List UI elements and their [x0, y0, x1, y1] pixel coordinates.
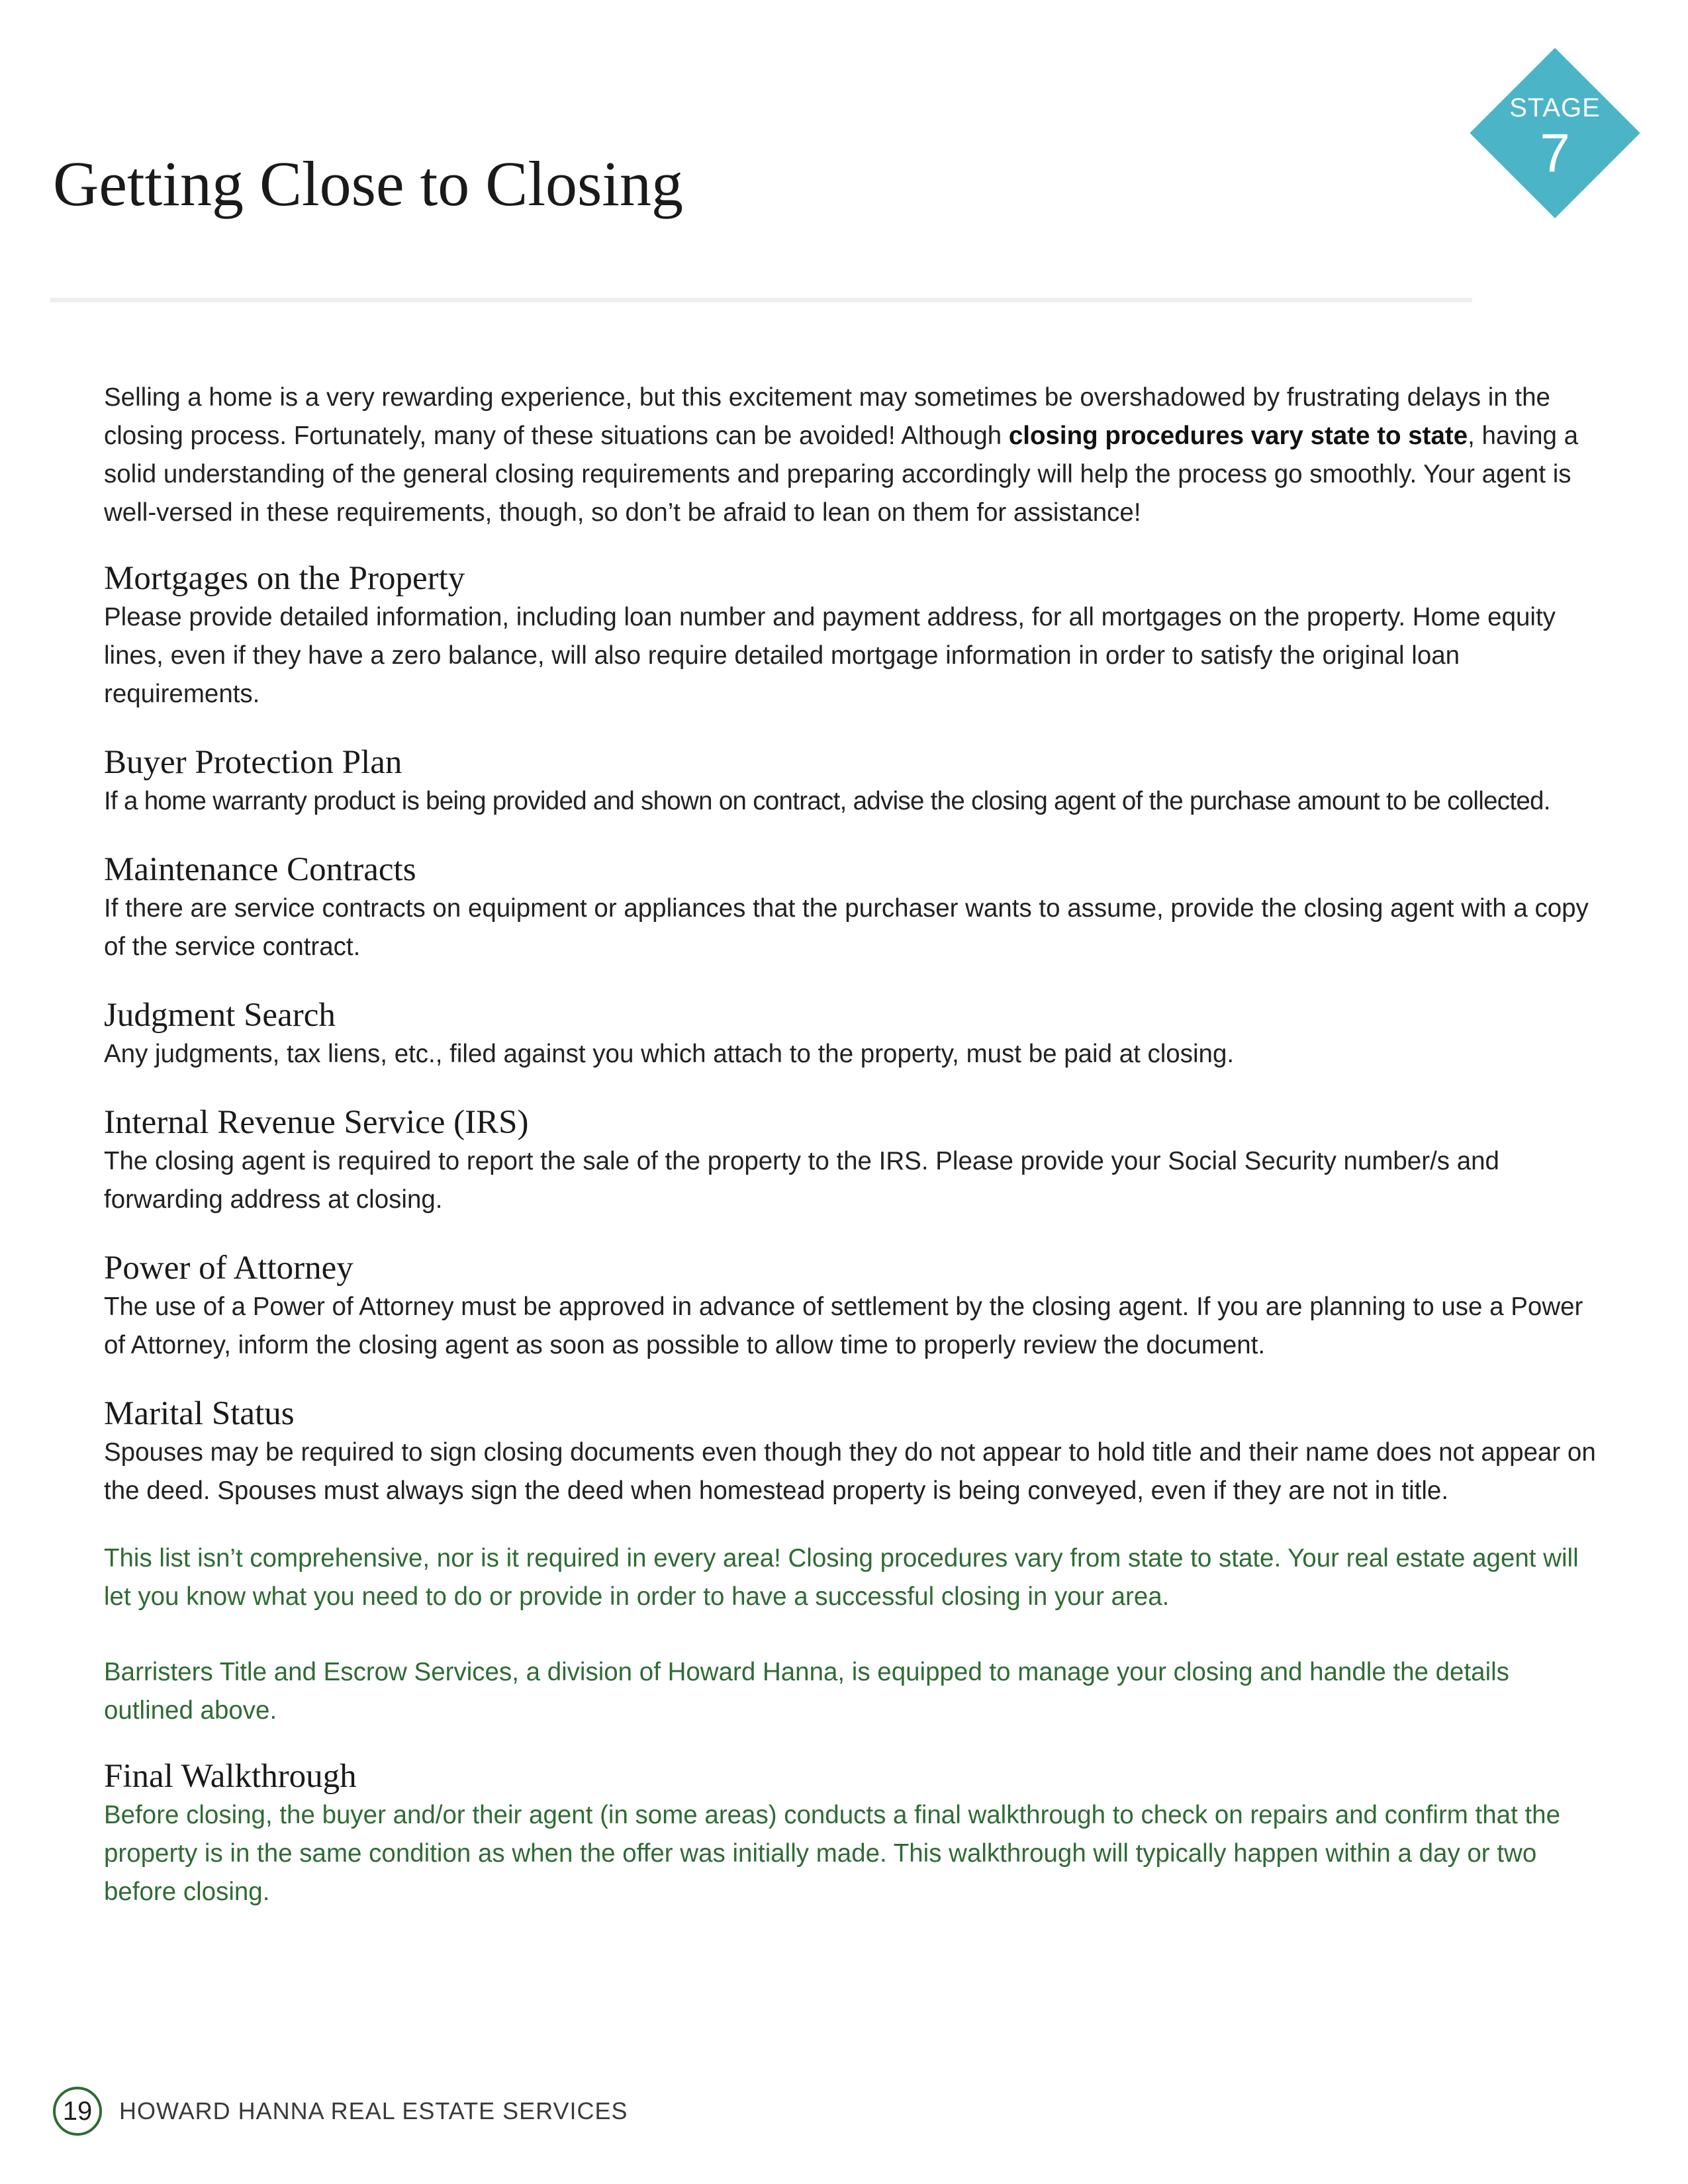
section-power-of-attorney [104, 1248, 1597, 1365]
section-heading: Marital Status [104, 1395, 295, 1432]
page-footer [53, 2086, 628, 2136]
section-heading: Final Walkthrough [104, 1758, 357, 1795]
note-comprehensive: This list isn’t comprehensive, nor is it required in every area! Closing procedures vary from state to state. Your real estate agent will let you know what you need to do or provide in order to have a successful closing in your area. [104, 1544, 1579, 1611]
section-body: Spouses may be required to sign closing documents even though they do not appear to hold title and their name does not appear on the deed. Spouses must always sign the deed when homestead property is being conveyed, even if they are not in title. [104, 1438, 1596, 1505]
intro-paragraph [104, 379, 1597, 532]
section-marital-status [104, 1394, 1597, 1510]
section-judgment-search [104, 995, 1597, 1073]
section-body: The closing agent is required to report the sale of the property to the IRS. Please provide your Social Security number/s and forwarding address at closing. [104, 1147, 1499, 1214]
section-body: Please provide detailed information, including loan number and payment address, for all mortgages on the property. Home equity lines, even if they have a zero balance, will also require detailed mortgage information in order to satisfy the original loan requirements. [104, 603, 1556, 708]
section-heading: Mortgages on the Property [104, 560, 465, 597]
section-maintenance-contracts [104, 850, 1597, 966]
section-heading: Maintenance Contracts [104, 851, 416, 888]
section-body: Before closing, the buyer and/or their agent (in some areas) conducts a final walkthrough to check on repairs and confirm that the property is in the same condition as when the offer was initially made. This walkthrough will typically happen within a day or two before closing. [104, 1801, 1560, 1906]
section-body: If a home warranty product is being provided and shown on contract, advise the closing agent of the purchase amount to be collected. [104, 787, 1550, 815]
section-mortgages [104, 559, 1597, 713]
note-barristers: Barristers Title and Escrow Services, a division of Howard Hanna, is equipped to manage your closing and handle the details outlined above. [104, 1658, 1509, 1725]
intro-text-start: Selling a home is a very rewarding experience, but this excitement may sometimes be overshadowed by frustrating delays in the closing process. Fortunately, many of these situations can be avoided! Although [104, 383, 1550, 450]
section-body: If there are service contracts on equipment or appliances that the purchaser wants to assume, provide the closing agent with a copy of the service contract. [104, 894, 1589, 961]
section-heading: Internal Revenue Service (IRS) [104, 1104, 529, 1141]
section-body: The use of a Power of Attorney must be approved in advance of settlement by the closing agent. If you are planning to use a Power of Attorney, inform the closing agent as soon as possible to allow time to properly review the document. [104, 1293, 1583, 1359]
section-final-walkthrough [104, 1756, 1597, 1911]
page-content [104, 379, 1597, 1940]
footer-brand: HOWARD HANNA REAL ESTATE SERVICES [119, 2097, 628, 2124]
intro-bold-text: closing procedures vary state to state [1008, 422, 1468, 450]
title-divider [50, 298, 1472, 302]
stage-label: STAGE [1509, 93, 1601, 122]
stage-number: 7 [1540, 123, 1570, 183]
section-heading: Judgment Search [104, 997, 336, 1034]
section-heading: Buyer Protection Plan [104, 744, 402, 781]
page-number-badge: 19 [53, 2087, 102, 2136]
intro-text-end: , having a solid understanding of the general closing requirements and preparing accordingly will help the process go smoothly. Your agent is well-versed in these requirements, though, so don’t be afraid to lean on them for assistance! [104, 422, 1579, 527]
section-heading: Power of Attorney [104, 1250, 353, 1287]
stage-badge [1470, 48, 1640, 218]
section-body: Any judgments, tax liens, etc., filed against you which attach to the property, must be paid at closing. [104, 1040, 1235, 1068]
page-title: Getting Close to Closing [53, 148, 684, 219]
section-irs [104, 1103, 1597, 1219]
section-buyer-protection [104, 743, 1597, 821]
